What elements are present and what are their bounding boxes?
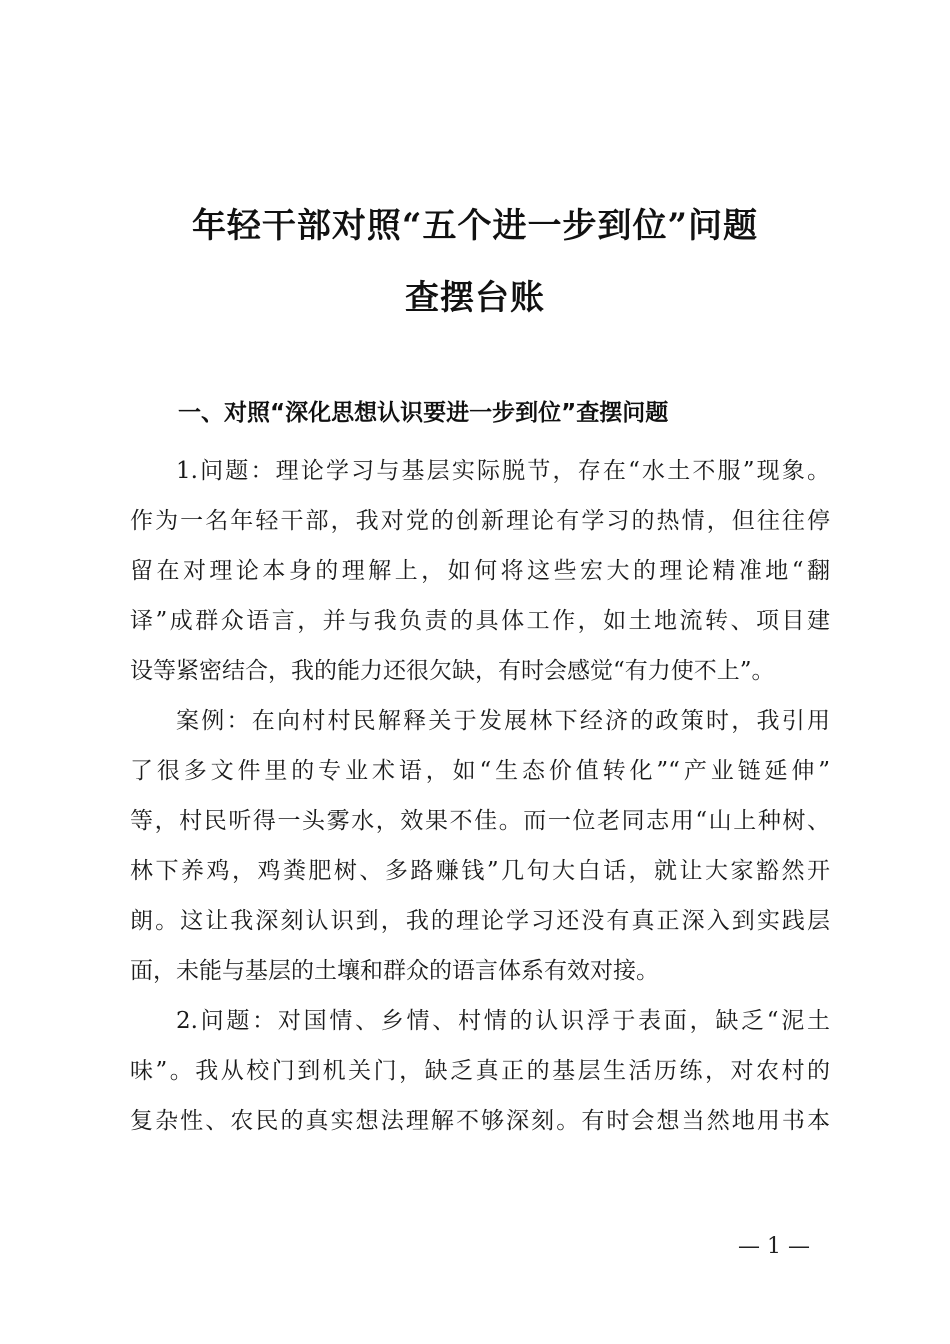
section-heading: 一、对照“深化思想认识要进一步到位”查摆问题 (178, 400, 669, 426)
text-line: 了很多文件里的专业术语，如“生态价值转化”“产业链延伸” (130, 758, 830, 784)
paragraph-case-1 (130, 696, 830, 996)
paragraph-problem-1 (130, 446, 830, 696)
text-line: 等，村民听得一头雾水，效果不佳。而一位老同志用“山上种树、 (130, 808, 830, 834)
document-title-line-2: 查摆台账 (405, 278, 545, 318)
text-line: 复杂性、农民的真实想法理解不够深刻。有时会想当然地用书本 (130, 1108, 830, 1134)
text-line: 林下养鸡，鸡粪肥树、多路赚钱”几句大白话，就让大家豁然开 (130, 858, 830, 884)
text-line: 案例：在向村村民解释关于发展林下经济的政策时，我引用 (176, 708, 830, 734)
text-line: 2.问题：对国情、乡情、村情的认识浮于表面，缺乏“泥土 (176, 1008, 830, 1034)
page-number: — 1 — (738, 1234, 810, 1259)
text-line: 味”。我从校门到机关门，缺乏真正的基层生活历练，对农村的 (130, 1058, 830, 1084)
body-text (130, 446, 830, 1146)
text-line: 留在对理论本身的理解上，如何将这些宏大的理论精准地“翻 (130, 558, 830, 584)
text-line: 设等紧密结合，我的能力还很欠缺，有时会感觉“有力使不上”。 (130, 658, 775, 684)
document-title-line-1: 年轻干部对照“五个进一步到位”问题 (191, 206, 759, 246)
paragraph-problem-2 (130, 996, 830, 1146)
text-line: 面，未能与基层的土壤和群众的语言体系有效对接。 (130, 958, 659, 984)
text-line: 1.问题：理论学习与基层实际脱节，存在“水土不服”现象。 (176, 458, 830, 484)
text-line: 朗。这让我深刻认识到，我的理论学习还没有真正深入到实践层 (130, 908, 830, 934)
text-line: 译”成群众语言，并与我负责的具体工作，如土地流转、项目建 (130, 608, 830, 634)
text-line: 作为一名年轻干部，我对党的创新理论有学习的热情，但往往停 (130, 508, 830, 534)
